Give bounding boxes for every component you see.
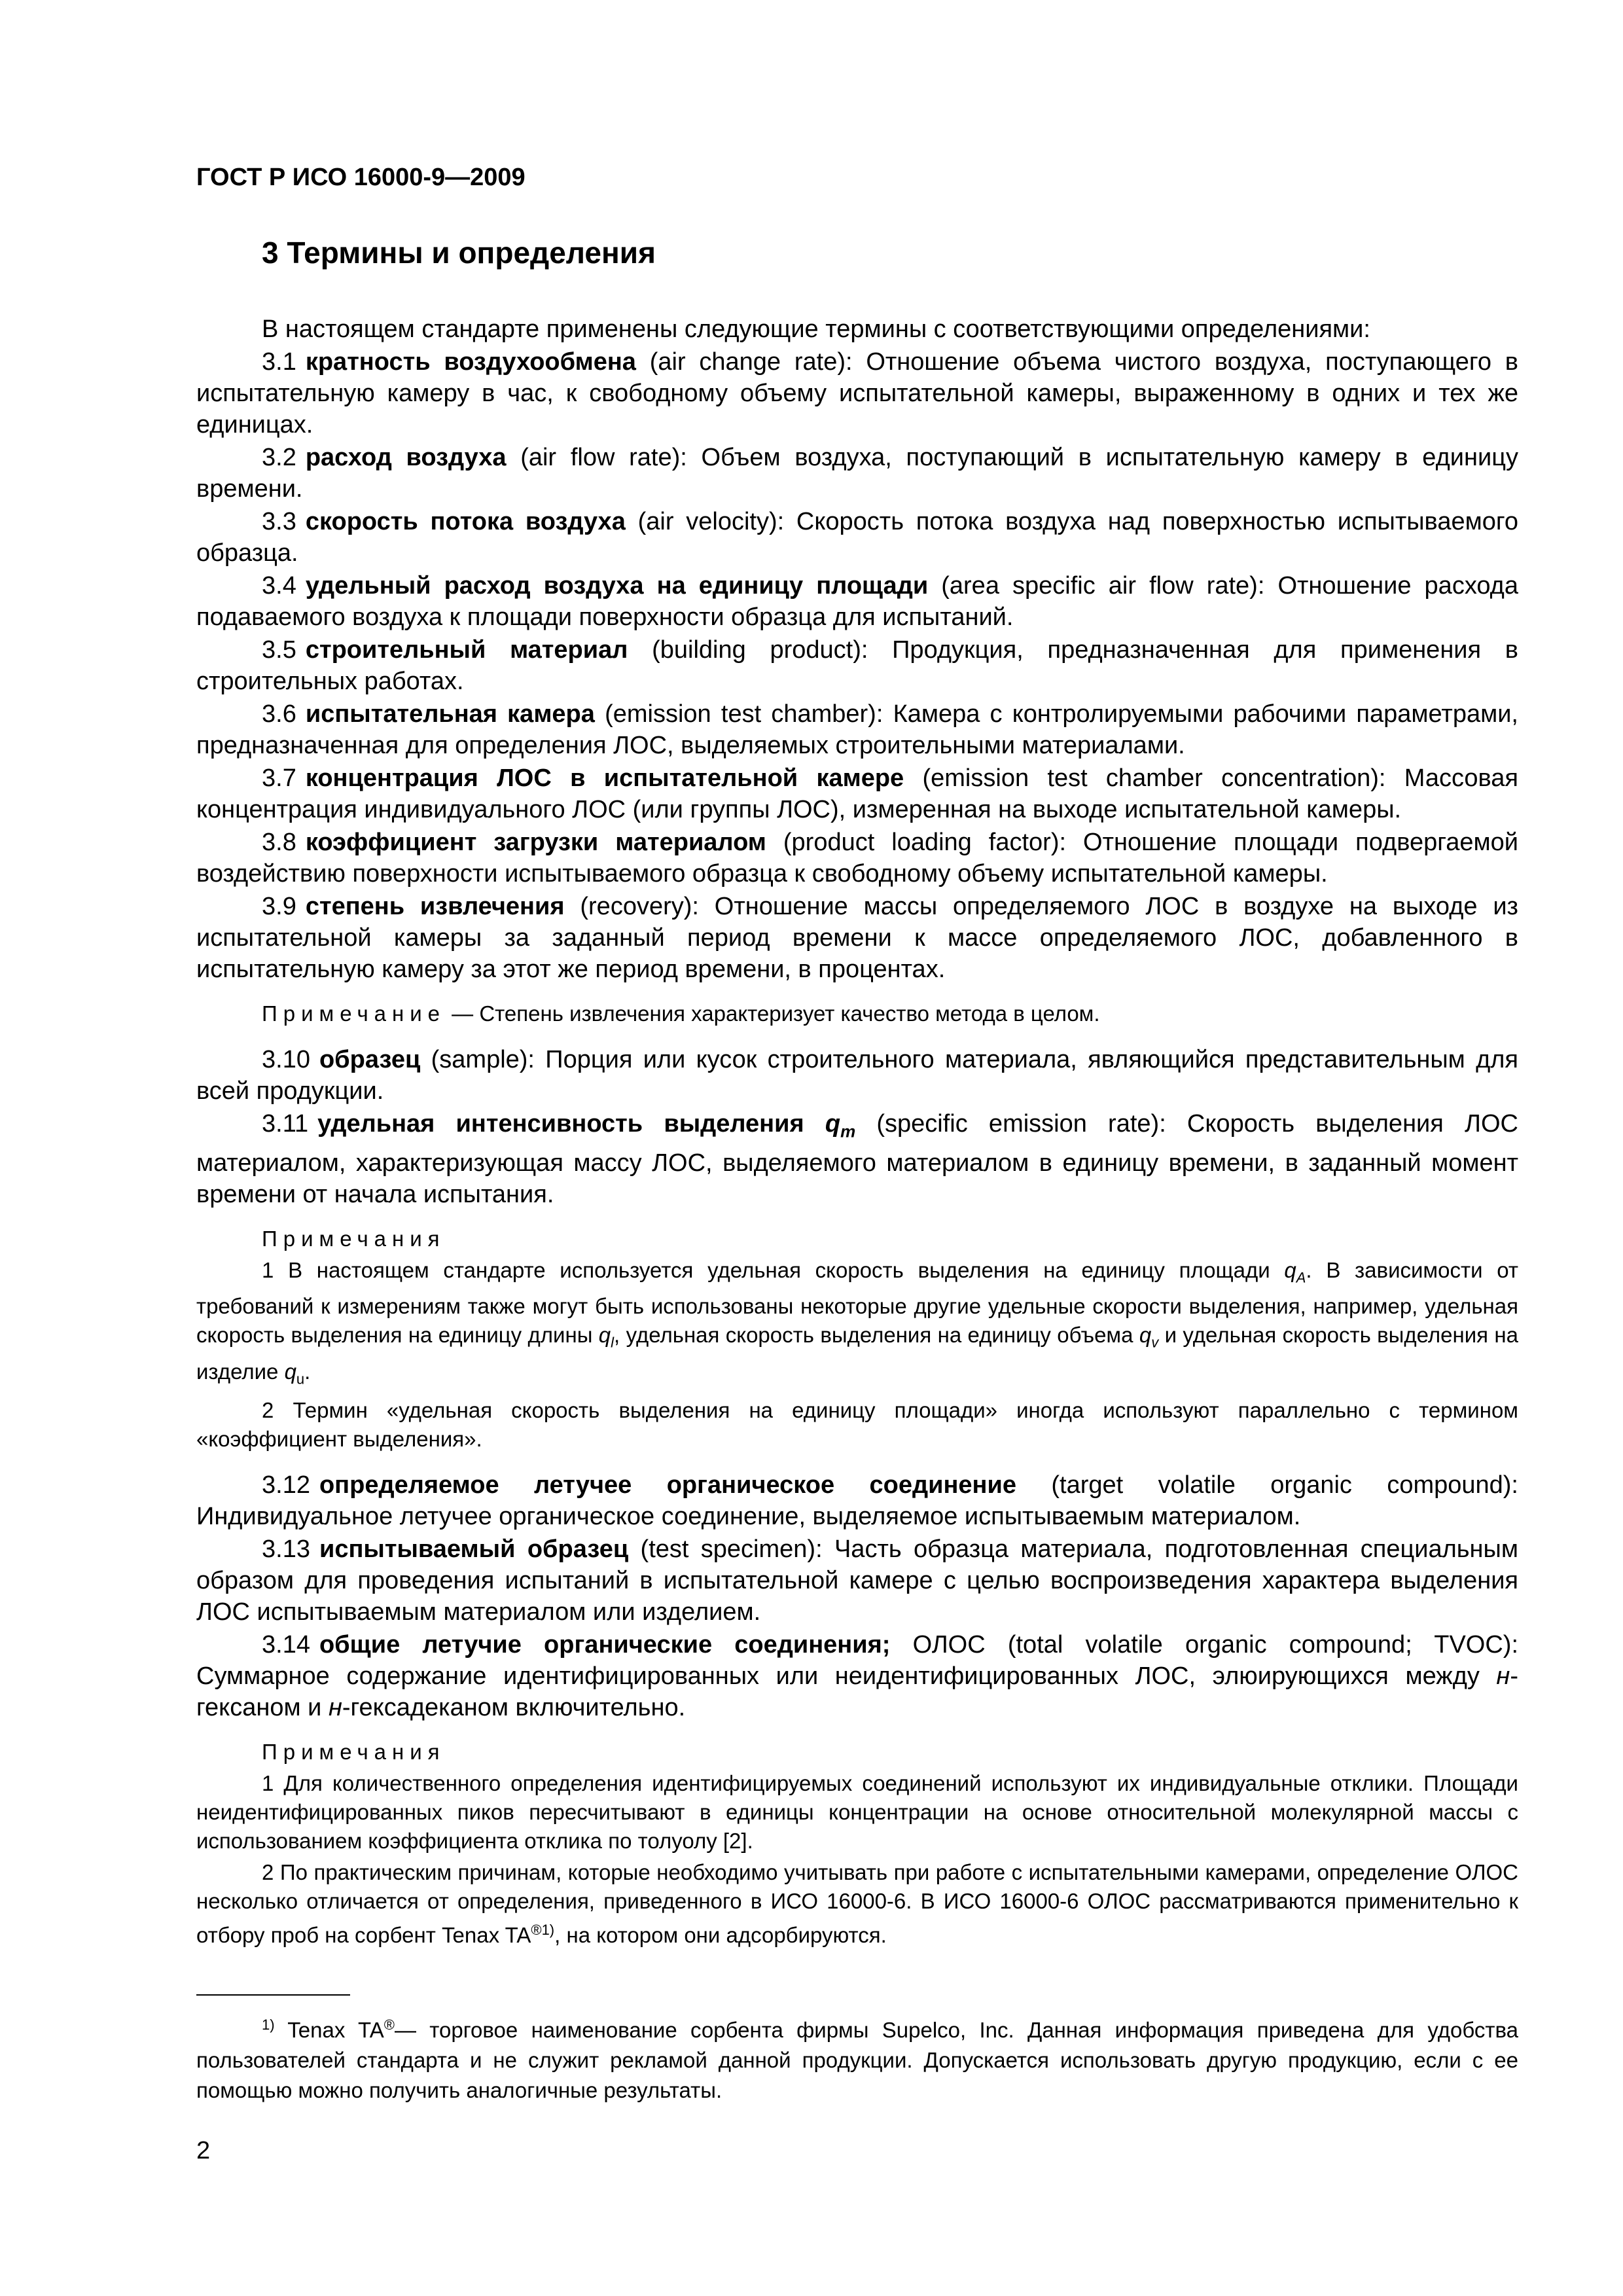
term-number: 3.8 [262, 829, 296, 856]
term-name: образец [319, 1046, 421, 1073]
term-3-6 [196, 698, 1518, 761]
page-number: 2 [196, 2137, 211, 2165]
term-number: 3.1 [262, 348, 296, 376]
note-text: 1 В настоящем стандарте используется удельная скорость выделения на единицу площади [262, 1257, 1285, 1282]
term-3-8 [196, 827, 1518, 889]
term-3-7 [196, 762, 1518, 825]
term-definition: (air velocity): Скорость потока воздуха над поверхностью испытываемого образца. [196, 508, 1519, 567]
note-text: и удельная скорость выделения на изделие [196, 1323, 1518, 1384]
term-number: 3.10 [262, 1046, 310, 1073]
symbol-subscript: v [1151, 1334, 1159, 1351]
term-name: удельный расход воздуха на единицу площади [305, 572, 929, 600]
terms-group-b [196, 1469, 1518, 1723]
term-name: испытываемый образец [319, 1535, 629, 1564]
term-name: определяемое летучее органическое соединение [319, 1471, 1016, 1499]
symbol-subscript: u [296, 1371, 305, 1388]
term-number: 3.11 [262, 1110, 309, 1138]
note-text: . [304, 1359, 311, 1384]
term-number: 3.12 [262, 1471, 310, 1499]
footnote [196, 2010, 1518, 2106]
document-header: ГОСТ Р ИСО 16000-9—2009 [196, 164, 526, 191]
term-number: 3.13 [262, 1535, 310, 1564]
term-3-5 [196, 634, 1518, 697]
term-name: коэффициент загрузки материалом [305, 829, 766, 856]
note-text: , удельная скорость выделения на единицу объема [614, 1323, 1139, 1348]
term-definition: (test specimen): Часть образца материала, подготовленная специальным образом для проведения испытаний в испытательной камере с целью воспроизведения характера выделения ЛОС испытываемым материалом или изделием. [196, 1535, 1518, 1626]
term-3-1 [196, 346, 1518, 440]
term-3-3 [196, 506, 1518, 569]
term-3-14 [196, 1629, 1518, 1723]
symbol-subscript: A [1296, 1269, 1306, 1286]
term-number: 3.4 [262, 572, 296, 600]
section-title: 3 Термины и определения [262, 236, 656, 270]
footnote-text: — торговое наименование сорбента фирмы Supelco, Inc. Данная информация приведена для удобства пользователей стандарта и не служит рекламой данной продукции. Допускается использовать другую продукцию, если с ее помощью можно получить аналогичные результаты. [196, 2018, 1518, 2103]
note-3-11-2: 2 Термин «удельная скорость выделения на единицу площади» иногда используют параллельно с термином «коэффициент выделения». [196, 1398, 1518, 1452]
term-3-10 [196, 1044, 1518, 1107]
term-name: степень извлечения [305, 893, 565, 920]
term-number: 3.5 [262, 636, 296, 664]
term-name: расход воздуха [305, 444, 507, 471]
italic-prefix: н [328, 1694, 342, 1722]
notes-label-3-11: Примечания [262, 1226, 446, 1251]
symbol-letter: q [1284, 1257, 1296, 1282]
term-name: строительный материал [305, 636, 628, 664]
note-3-14-1: 1 Для количественного определения идентифицируемых соединений используют их индивидуальные отклики. Площади неидентифицированных пиков пересчитывают в единицы концентрации на основе относительной молекулярной массы с использованием коэффициента отклика по толуолу [2]. [196, 1771, 1518, 1854]
term-3-9 [196, 891, 1518, 985]
term-definition: (air change rate): Отношение объема чистого воздуха, поступающего в испытательную камеру в час, к свободному объему испытательной камеры, выраженному в одних и тех же единицах. [196, 348, 1518, 439]
term-3-13 [196, 1534, 1518, 1628]
term-name: кратность воздухообмена [305, 348, 636, 376]
term-name: удельная интенсивность выделения [317, 1110, 825, 1138]
registered-mark: ® [383, 2017, 395, 2034]
term-definition: (building product): Продукция, предназначенная для применения в строительных работах. [196, 636, 1518, 695]
term-definition: -гексадеканом включительно. [342, 1694, 686, 1722]
term-definition: (emission test chamber): Камера с контролируемыми рабочими параметрами, предназначенная для определения ЛОС, выделяемых строительными материалами. [196, 700, 1518, 759]
term-number: 3.7 [262, 764, 296, 792]
term-definition: (area specific air flow rate): Отношение расхода подаваемого воздуха к площади поверхности образца для испытаний. [196, 572, 1518, 631]
note-3-11-1 [196, 1256, 1518, 1394]
symbol-letter: q [1139, 1323, 1152, 1348]
term-definition: (emission test chamber concentration): Массовая концентрация индивидуального ЛОС (или группы ЛОС), измеренная на выходе испытательной камеры. [196, 764, 1518, 823]
symbol-letter: q [284, 1359, 296, 1384]
term-3-12 [196, 1469, 1518, 1532]
term-definition: ОЛОС (total volatile organic compound; TVOC): Суммарное содержание идентифицированных или неидентифицированных ЛОС, элюирующихся между [196, 1631, 1518, 1691]
term-definition: -гексаном и [196, 1662, 1518, 1722]
term-definition: (air flow rate): Объем воздуха, поступающий в испытательную камеру в единицу времени. [196, 444, 1518, 503]
symbol-letter: q [825, 1110, 841, 1138]
term-name: скорость потока воздуха [305, 508, 626, 535]
term-name: общие летучие органические соединения; [319, 1631, 891, 1659]
page-content [196, 160, 1518, 2167]
term-definition: (recovery): Отношение массы определяемого ЛОС в воздухе на выходе из испытательной камеры за заданный период времени к массе определяемого ЛОС, добавленного в испытательную камеру за этот же период времени, в процентах. [196, 893, 1518, 983]
footnote-marker: 1) [262, 2017, 275, 2034]
term-symbol [825, 1110, 856, 1141]
term-definition: (product loading factor): Отношение площади подвергаемой воздействию поверхности испытываемого образца к свободному объему испытательной камеры. [196, 829, 1518, 888]
symbol-letter: q [598, 1323, 611, 1348]
notes-label-3-14: Примечания [262, 1740, 446, 1765]
footnote-reference: ®1) [531, 1922, 555, 1939]
term-definition: (sample): Порция или кусок строительного материала, являющийся представительным для всей продукции. [196, 1046, 1518, 1105]
term-name: концентрация ЛОС в испытательной камере [305, 764, 904, 792]
term-number: 3.6 [262, 700, 296, 728]
term-3-4 [196, 570, 1518, 633]
note-text: , на котором они адсорбируются. [554, 1923, 887, 1948]
symbol-subscript: m [840, 1121, 856, 1141]
intro-paragraph: В настоящем стандарте применены следующие термины с соответствующими определениями: [262, 315, 1370, 343]
note-text: — Степень извлечения характеризует качество метода в целом. [446, 1001, 1100, 1026]
note-label: Примечание [262, 1001, 446, 1026]
term-name: испытательная камера [305, 700, 595, 728]
note-text: 2 По практическим причинам, которые необходимо учитывать при работе с испытательными камерами, определение ОЛОС несколько отличается от определения, приведенного в ИСО 16000-6. В ИСО 16000-6 ОЛОС рассматриваются применительно к отбору проб на сорбент Tenax TA [196, 1860, 1518, 1948]
footnote-divider [196, 1994, 350, 1996]
term-definition: (specific emission rate): Скорость выделения ЛОС материалом, характеризующая массу ЛОС, выделяемого материалом в единицу времени, в заданный момент времени от начала испытания. [196, 1110, 1518, 1208]
note-3-9 [196, 999, 1518, 1028]
term-number: 3.14 [262, 1631, 310, 1659]
term-number: 3.9 [262, 893, 296, 920]
term-definition: (target volatile organic compound): Индивидуальное летучее органическое соединение, выделяемое испытываемым материалом. [196, 1471, 1518, 1531]
term-3-11 [196, 1108, 1518, 1210]
symbol-subscript: l [611, 1334, 615, 1351]
note-text: . В зависимости от требований к измерениям также могут быть использованы некоторые другие удельные скорости выделения, например, удельная скорость выделения на единицу длины [196, 1257, 1518, 1348]
italic-prefix: н [1496, 1662, 1510, 1691]
term-3-2 [196, 442, 1518, 505]
note-3-14-2 [196, 1858, 1518, 1950]
term-number: 3.3 [262, 508, 296, 535]
footnote-text: Tenax TA [274, 2018, 384, 2043]
term-number: 3.2 [262, 444, 296, 471]
